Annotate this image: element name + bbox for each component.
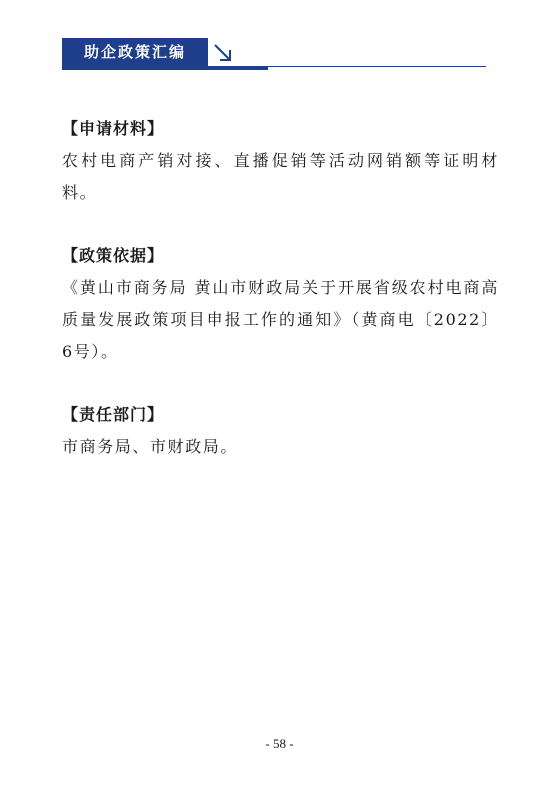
section-body: 《黄山市商务局 黄山市财政局关于开展省级农村电商高质量发展政策项目申报工作的通知》（黄商电〔2022〕6号）。 xyxy=(62,278,499,361)
arrow-down-right-icon xyxy=(212,42,234,64)
header-divider-accent xyxy=(62,67,268,70)
section-title: 【政策依据】 xyxy=(62,246,165,265)
section-title: 【申请材料】 xyxy=(62,119,165,138)
page-number: - 58 - xyxy=(265,736,294,751)
section-application-materials xyxy=(62,112,499,209)
section-policy-basis xyxy=(62,239,499,368)
section-responsible-department xyxy=(62,398,499,463)
section-body: 农村电商产销对接、直播促销等活动网销额等证明材料。 xyxy=(62,151,499,202)
section-body: 市商务局、市财政局。 xyxy=(62,437,239,456)
header-tab: 助企政策汇编 xyxy=(62,38,208,66)
main-content xyxy=(62,112,499,493)
section-title: 【责任部门】 xyxy=(62,405,165,424)
